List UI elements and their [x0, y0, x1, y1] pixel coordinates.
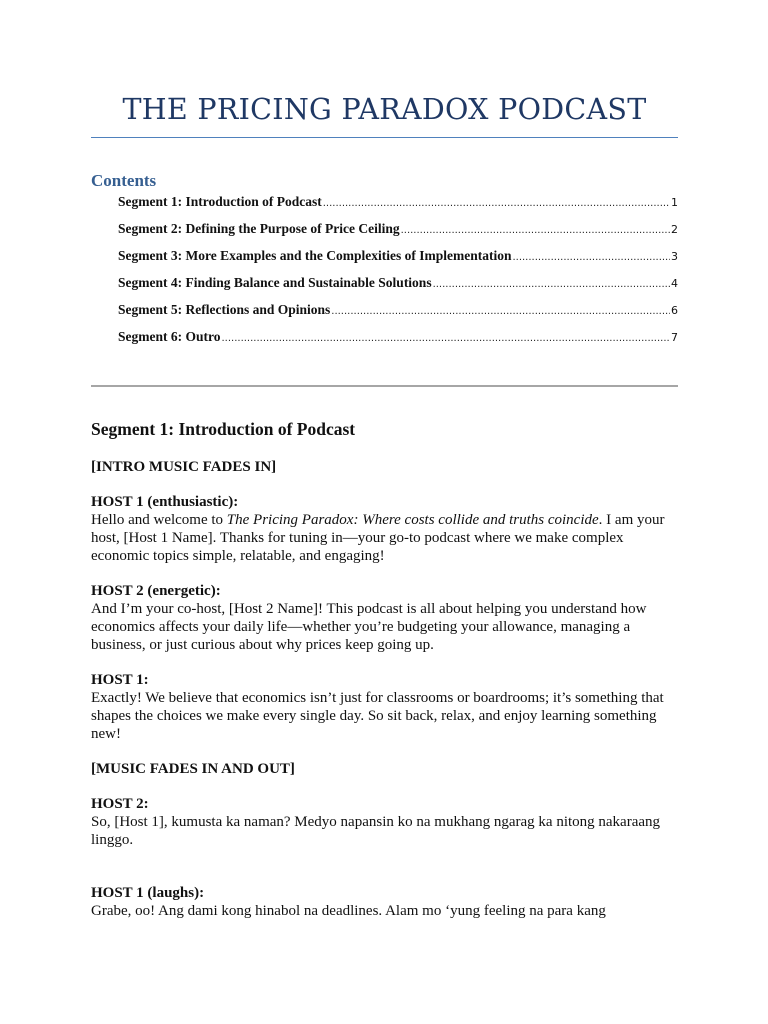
speaker-label: HOST 1 (laughs): [91, 885, 205, 901]
dialogue-line: shapes the choices we make every single day. So sit back, relax, and enjoy learning something [91, 708, 657, 724]
dialogue-line: economic topics simple, relatable, and engaging! [91, 548, 385, 564]
toc-entry-page: 1 [671, 196, 678, 209]
dialogue-host2-intro [91, 582, 678, 654]
title-underline [91, 137, 678, 138]
toc-leader-dots [222, 333, 671, 344]
toc-entry-segment-6[interactable] [118, 329, 678, 356]
segment-1-body [91, 418, 678, 937]
toc-leader-dots [331, 306, 670, 317]
dialogue-line: So, [Host 1], kumusta ka naman? Medyo napansin ko na mukhang ngarag ka nitong nakaraang [91, 814, 661, 830]
speaker-label: HOST 1 (enthusiastic): [91, 494, 239, 510]
stage-direction-music-fades: [MUSIC FADES IN AND OUT] [91, 761, 295, 777]
toc-leader-dots [401, 225, 670, 236]
toc-entry-label: Segment 6: Outro [118, 329, 221, 344]
toc-entry-page: 2 [671, 223, 678, 236]
dialogue-line: And I’m your co-host, [Host 2 Name]! This podcast is all about helping you understand how [91, 601, 647, 617]
dialogue-line: business, or just curious about why prices keep going up. [91, 637, 434, 653]
toc-entry-label: Segment 3: More Examples and the Complexities of Implementation [118, 248, 512, 263]
toc-entry-segment-3[interactable] [118, 248, 678, 275]
dialogue-line: new! [91, 726, 121, 742]
toc-entry-segment-5[interactable] [118, 302, 678, 329]
toc-entry-label: Segment 1: Introduction of Podcast [118, 194, 322, 209]
dialogue-host1-laughs [91, 884, 678, 920]
dialogue-line: host, [Host 1 Name]. Thanks for tuning in—your go-to podcast where we make complex [91, 530, 624, 546]
stage-direction-intro-music: [INTRO MUSIC FADES IN] [91, 459, 277, 475]
dialogue-line: linggo. [91, 832, 134, 848]
document-title: THE PRICING PARADOX PODCAST [122, 93, 647, 126]
toc-entry-segment-1[interactable] [118, 194, 678, 221]
section-divider [91, 385, 678, 387]
dialogue-line: Grabe, oo! Ang dami kong hinabol na deadlines. Alam mo ‘yung feeling na para kang [91, 903, 606, 919]
segment-1-heading: Segment 1: Introduction of Podcast [91, 419, 356, 439]
toc-entry-page: 3 [671, 250, 678, 263]
dialogue-line: Exactly! We believe that economics isn’t just for classrooms or boardrooms; it’s something that [91, 690, 664, 706]
toc-entry-label: Segment 4: Finding Balance and Sustainable Solutions [118, 275, 432, 290]
dialogue-text: . I am your [598, 512, 665, 528]
dialogue-host1-exactly [91, 671, 678, 743]
toc-leader-dots [323, 198, 670, 209]
toc-entry-page: 4 [671, 277, 678, 290]
toc-heading: Contents [91, 171, 157, 190]
toc-entry-page: 7 [671, 331, 678, 344]
toc-entry-page: 6 [671, 304, 678, 317]
speaker-label: HOST 2: [91, 796, 149, 812]
toc-entry-label: Segment 5: Reflections and Opinions [118, 302, 331, 317]
podcast-name-italic: The Pricing Paradox: Where costs collide and truths coincide [226, 512, 599, 528]
dialogue-text: Hello and welcome to [91, 512, 227, 528]
toc-entry-segment-2[interactable] [118, 221, 678, 248]
dialogue-line [91, 511, 678, 529]
dialogue-host2-kumusta [91, 795, 678, 849]
toc-entry-segment-4[interactable] [118, 275, 678, 302]
dialogue-host1-intro [91, 493, 678, 565]
table-of-contents [118, 194, 678, 356]
speaker-label: HOST 1: [91, 672, 149, 688]
toc-leader-dots [433, 279, 670, 290]
speaker-label: HOST 2 (energetic): [91, 583, 221, 599]
dialogue-line: economics affects your daily life—whether you’re budgeting your allowance, managing a [91, 619, 631, 635]
toc-leader-dots [512, 252, 670, 263]
toc-entry-label: Segment 2: Defining the Purpose of Price Ceiling [118, 221, 400, 236]
